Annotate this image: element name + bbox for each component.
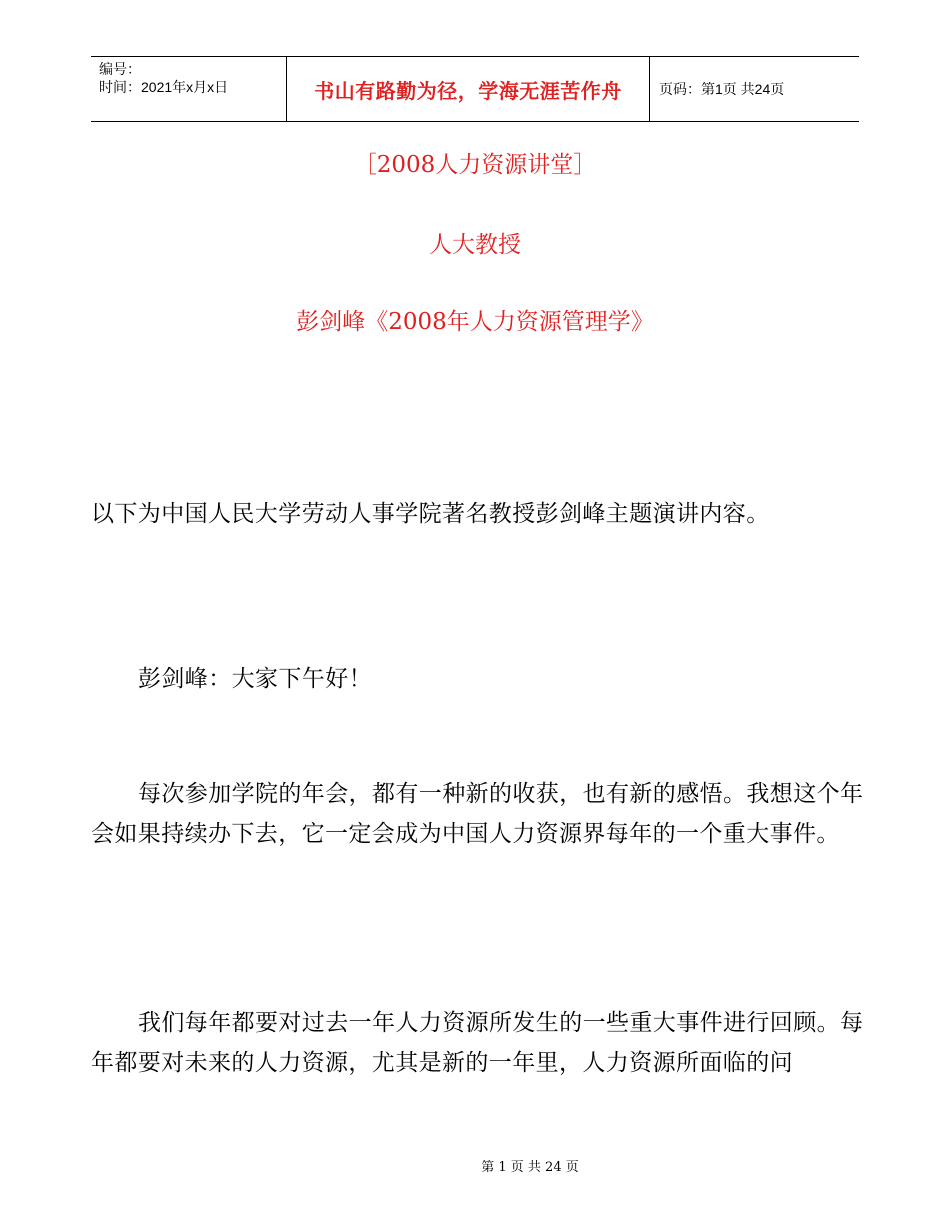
header-page-info: 页码：第1页 共24页: [659, 81, 785, 97]
greeting-paragraph: 彭剑峰：大家下午好！: [138, 666, 372, 692]
page-header-table: [91, 56, 859, 122]
page-footer-number: 第 1 页 共 24 页: [481, 1160, 579, 1175]
intro-paragraph: 以下为中国人民大学劳动人事学院著名教授彭剑峰主题演讲内容。: [91, 501, 770, 527]
speaker-affiliation-title: 人大教授: [429, 232, 521, 258]
body-paragraph-2: 我们每年都要对过去一年人力资源所发生的一些重大事件进行回顾。每年都要对未来的人力资源，尤其是新的一年里，人力资源所面临的问: [91, 1010, 864, 1076]
document-code-label: 编号：: [99, 61, 141, 77]
lecture-title: 彭剑峰《2008年人力资源管理学》: [296, 309, 654, 335]
header-meta-cell: [91, 57, 287, 121]
document-time-label: 时间：2021年x月x日: [99, 79, 229, 95]
lecture-series-title: ［2008人力资源讲堂］: [353, 152, 597, 178]
body-paragraph-1: 每次参加学院的年会，都有一种新的收获，也有新的感悟。我想这个年会如果持续办下去，它一定会成为中国人力资源界每年的一个重大事件。: [91, 781, 864, 847]
header-motto: 书山有路勤为径，学海无涯苦作舟: [287, 57, 650, 121]
